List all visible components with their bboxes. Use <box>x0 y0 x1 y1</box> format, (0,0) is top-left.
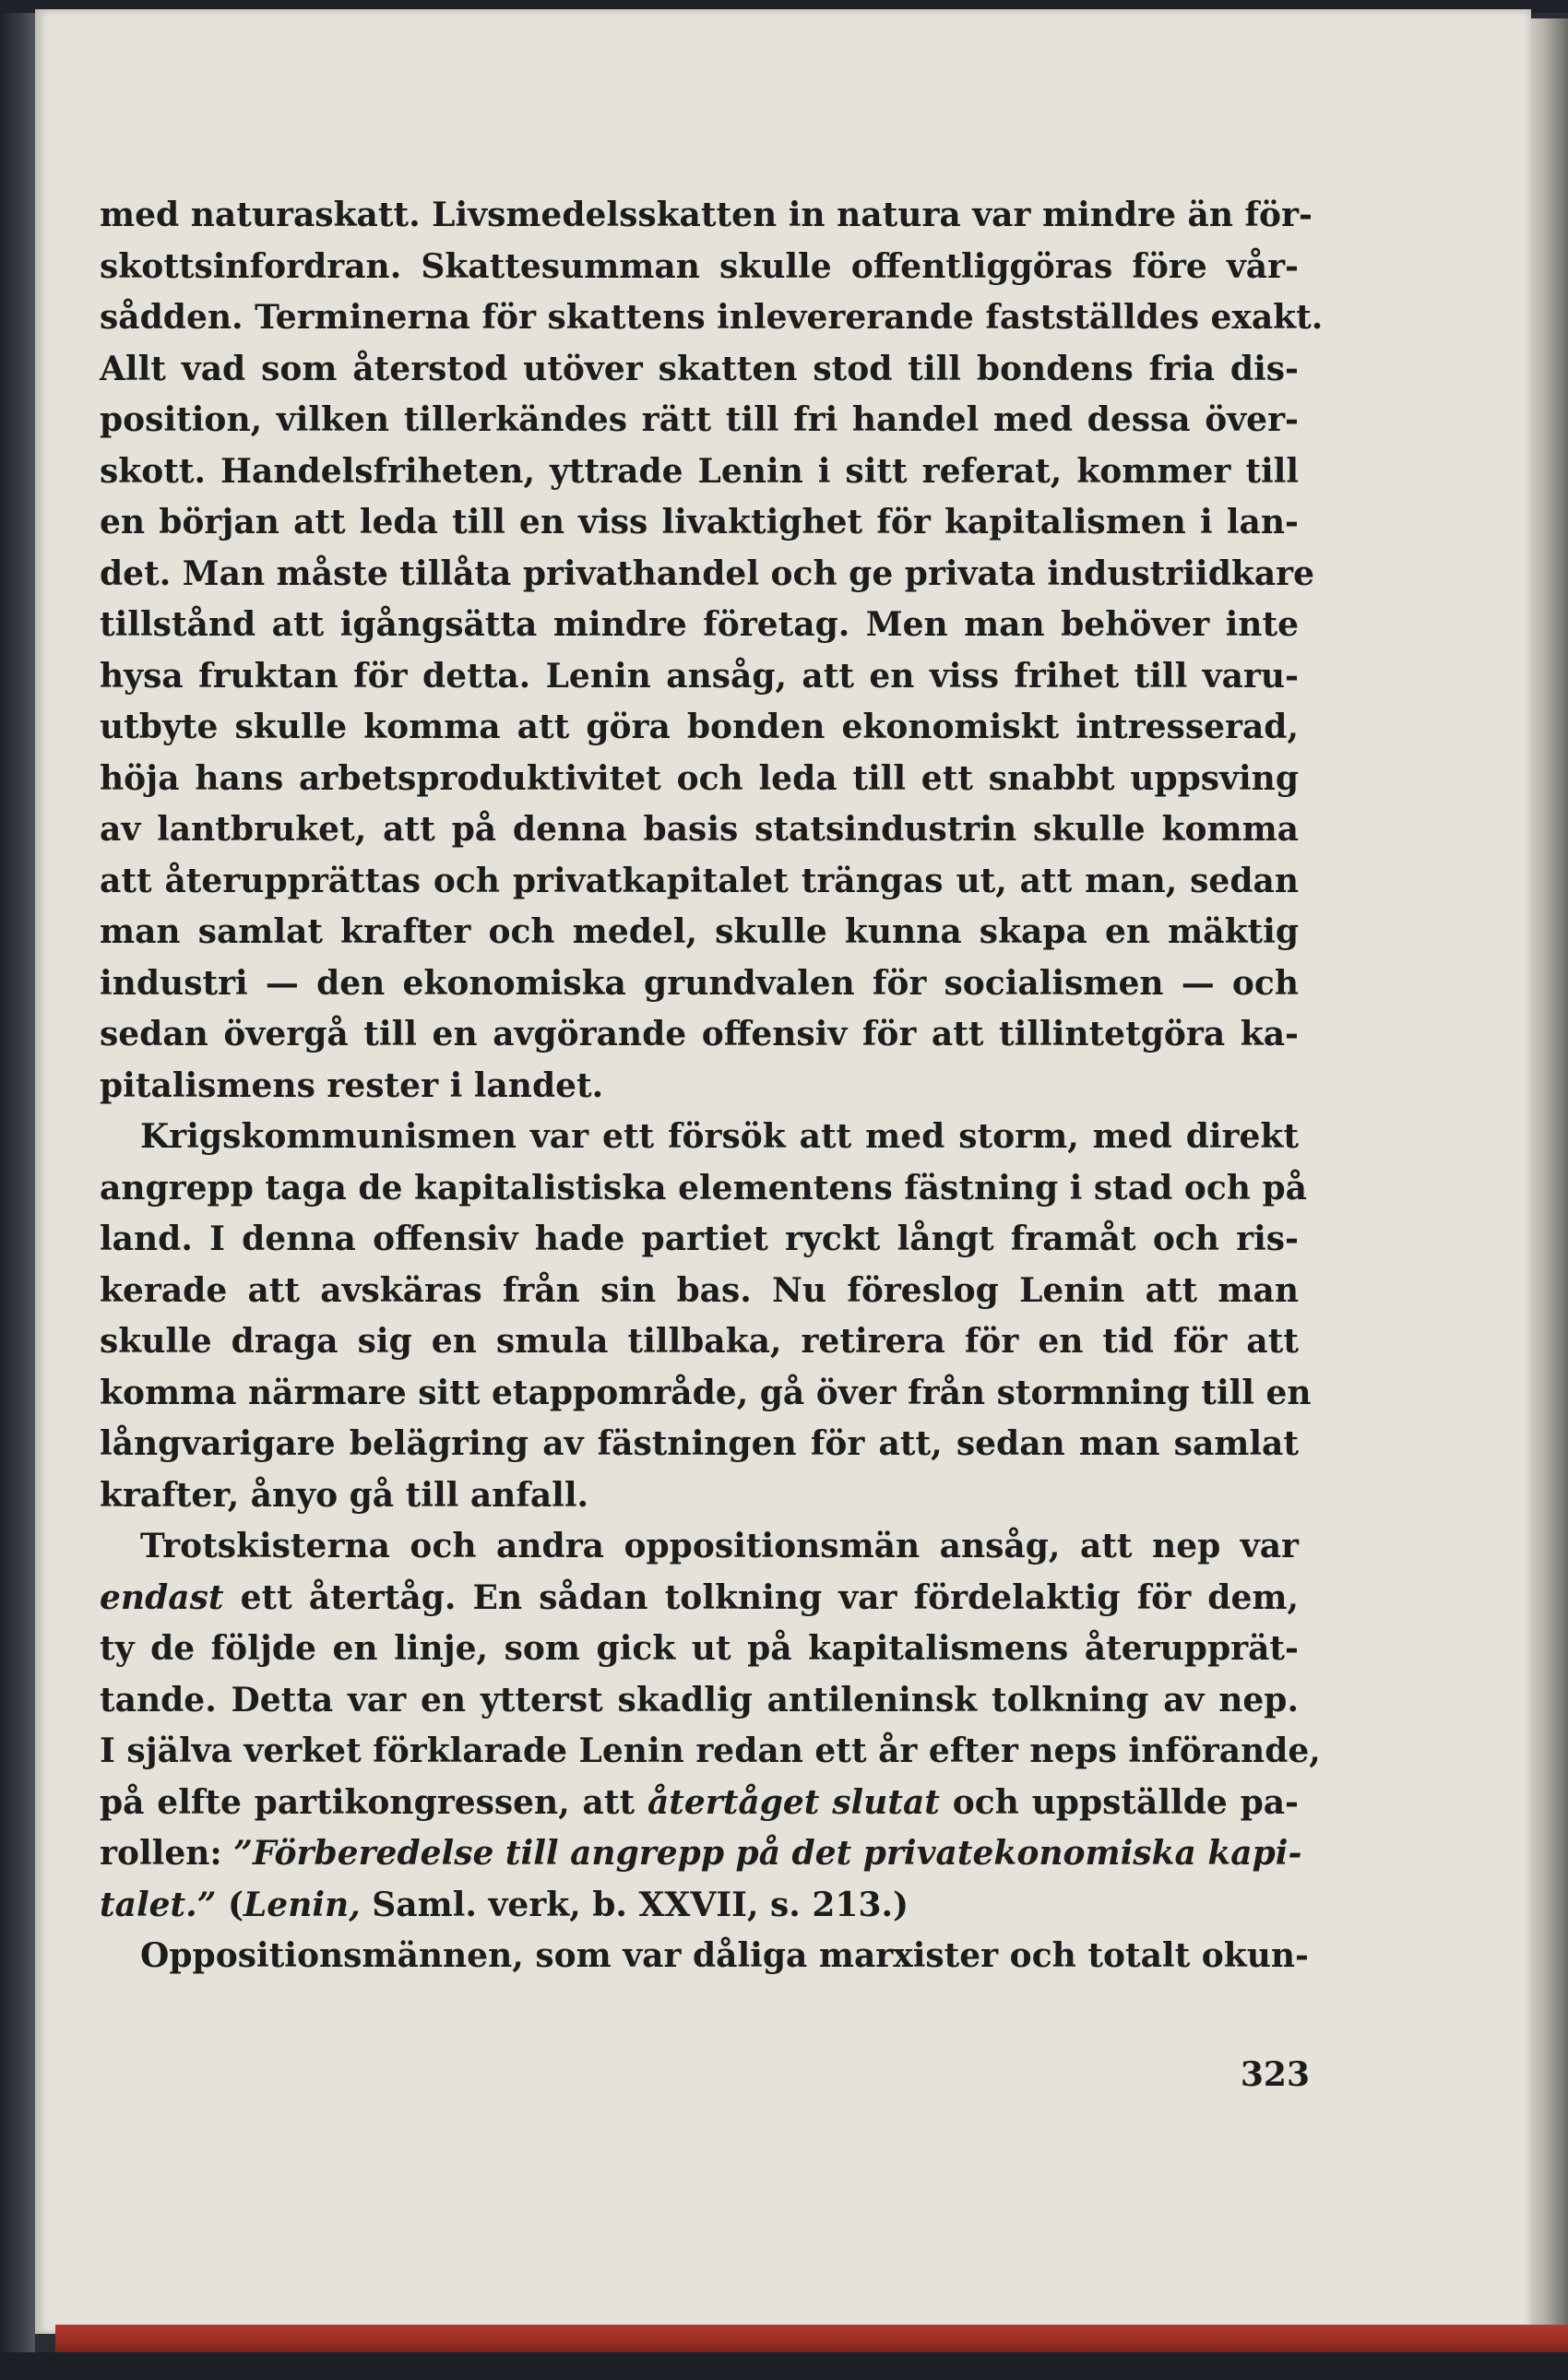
text-line: position, vilken tillerkändes rätt till fri handel med dessa över- <box>100 400 1299 439</box>
text-line: industri — den ekonomiska grundvalen för socialismen — och <box>100 963 1299 1003</box>
text-line: angrepp taga de kapitalistiska elementens fästning i stad och på <box>100 1168 1307 1208</box>
text-line: skottsinfordran. Skattesumman skulle offentliggöras före vår- <box>100 246 1299 286</box>
text-line: skott. Handelsfriheten, yttrade Lenin i sitt referat, kommer till <box>100 451 1299 491</box>
text-line: Krigskommunismen var ett försök att med storm, med direkt <box>140 1117 1299 1156</box>
text-line: Oppositionsmännen, som var dåliga marxister och totalt okun- <box>140 1936 1309 1975</box>
text-line: en början att leda till en viss livaktighet för kapitalismen i lan- <box>100 503 1299 541</box>
book-spine-left <box>0 0 35 2380</box>
text-line: endast ett återtåg. En sådan tolkning var fördelaktig för dem, <box>100 1577 1299 1617</box>
text-line: tande. Detta var en ytterst skadlig antileninsk tolkning av nep. <box>100 1680 1299 1720</box>
text-line: krafter, ånyo gå till anfall. <box>100 1475 589 1515</box>
text-line: att återupprättas och privatkapitalet trängas ut, att man, sedan <box>100 861 1299 900</box>
text-line: Trotskisterna och andra oppositionsmän ansåg, att nep var <box>140 1527 1299 1565</box>
page-number: 323 <box>1240 2055 1310 2094</box>
book-cover-bottom <box>55 2325 1568 2352</box>
text-line: sådden. Terminerna för skattens inlevererande fastställdes exakt. <box>100 298 1324 337</box>
text-line: höja hans arbetsproduktivitet och leda till ett snabbt uppsving <box>100 758 1299 798</box>
text-line: Allt vad som återstod utöver skatten stod till bondens fria dis- <box>100 349 1299 388</box>
text-line: på elfte partikongressen, att återtåget slutat och uppställde pa- <box>100 1782 1300 1822</box>
background-bottom <box>0 2352 1568 2380</box>
text-line: I själva verket förklarade Lenin redan ett år efter neps införande, <box>100 1731 1321 1770</box>
text-line: det. Man måste tillåta privathandel och ge privata industriidkare <box>100 553 1315 593</box>
text-line: hysa fruktan för detta. Lenin ansåg, att en viss frihet till varu- <box>100 656 1299 696</box>
text-line: med naturaskatt. Livsmedelsskatten in natura var mindre än för- <box>100 196 1313 234</box>
page-body-text <box>100 190 1324 1982</box>
page-edges-right <box>1531 18 1568 2343</box>
text-line: pitalismens rester i landet. <box>100 1065 604 1105</box>
text-line: rollen: ”Förberedelse till angrepp på det privatekonomiska kapi- <box>100 1834 1302 1873</box>
text-line: talet.” (Lenin, Saml. verk, b. XXVII, s. 213.) <box>100 1885 909 1924</box>
text-line: utbyte skulle komma att göra bonden ekonomiskt intresserad, <box>100 708 1299 746</box>
text-line: man samlat krafter och medel, skulle kunna skapa en mäktig <box>100 912 1299 951</box>
text-line: land. I denna offensiv hade partiet ryckt långt framåt och ris- <box>100 1220 1299 1258</box>
text-line: komma närmare sitt etappområde, gå över från stormning till en <box>100 1373 1312 1412</box>
text-line: långvarigare belägring av fästningen för att, sedan man samlat <box>100 1424 1299 1463</box>
text-line: tillstånd att igångsätta mindre företag. Men man behöver inte <box>100 605 1299 644</box>
text-line: sedan övergå till en avgörande offensiv för att tillintetgöra ka- <box>100 1015 1299 1053</box>
text-line: ty de följde en linje, som gick ut på kapitalismens återupprät- <box>100 1629 1299 1668</box>
text-line: kerade att avskäras från sin bas. Nu föreslog Lenin att man <box>100 1270 1299 1310</box>
text-line: av lantbruket, att på denna basis statsindustrin skulle komma <box>100 810 1299 849</box>
text-line: skulle draga sig en smula tillbaka, retirera för en tid för att <box>100 1322 1299 1361</box>
